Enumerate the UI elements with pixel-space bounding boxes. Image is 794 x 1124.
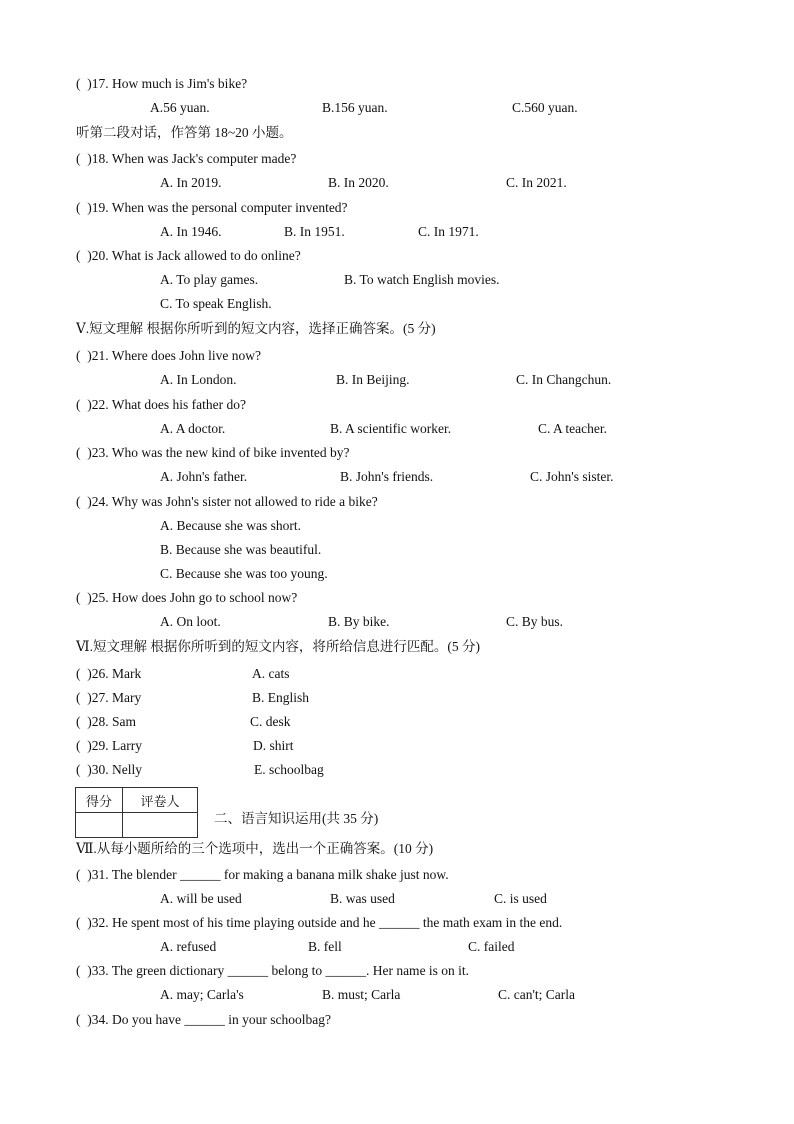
option-19a: A. In 1946. (160, 224, 222, 239)
score-label: 得分 (76, 788, 123, 813)
question-25: ( )25. How does John go to school now? (76, 590, 298, 605)
question-34: ( )34. Do you have ______ in your schoolbag? (76, 1012, 331, 1027)
section-6-heading: Ⅵ.短文理解 根据你所听到的短文内容，将所给信息进行匹配。(5 分) (76, 639, 480, 654)
matching-item-30: ( )30. Nelly (76, 762, 142, 777)
question-21: ( )21. Where does John live now? (76, 348, 261, 363)
option-20b: B. To watch English movies. (344, 272, 500, 287)
question-32: ( )32. He spent most of his time playing outside and he ______ the math exam in the end. (76, 915, 563, 930)
grader-cell[interactable] (123, 813, 198, 838)
option-17b: B.156 yuan. (322, 100, 388, 115)
option-31b: B. was used (330, 891, 395, 906)
option-25a: A. On loot. (160, 614, 221, 629)
option-21c: C. In Changchun. (516, 372, 612, 387)
question-17: ( )17. How much is Jim's bike? (76, 76, 248, 91)
option-32b: B. fell (308, 939, 342, 954)
question-20: ( )20. What is Jack allowed to do online? (76, 248, 301, 263)
option-31a: A. will be used (160, 891, 242, 906)
question-33: ( )33. The green dictionary ______ belong to ______. Her name is on it. (76, 963, 470, 978)
matching-item-26: ( )26. Mark (76, 666, 142, 681)
option-33a: A. may; Carla's (160, 987, 244, 1002)
option-23a: A. John's father. (160, 469, 248, 484)
option-22c: C. A teacher. (538, 421, 607, 436)
option-33b: B. must; Carla (322, 987, 401, 1002)
section-7-heading: Ⅶ.从每小题所给的三个选项中，选出一个正确答案。(10 分) (76, 841, 434, 856)
question-23: ( )23. Who was the new kind of bike invented by? (76, 445, 350, 460)
option-20c: C. To speak English. (160, 296, 272, 311)
option-23c: C. John's sister. (530, 469, 614, 484)
option-22a: A. A doctor. (160, 421, 226, 436)
matching-item-28: ( )28. Sam (76, 714, 137, 729)
matching-option-e: E. schoolbag (254, 762, 324, 777)
score-box (75, 787, 198, 838)
question-18: ( )18. When was Jack's computer made? (76, 151, 297, 166)
matching-item-27: ( )27. Mary (76, 690, 142, 705)
option-25c: C. By bus. (506, 614, 564, 629)
matching-option-a: A. cats (252, 666, 290, 681)
question-31: ( )31. The blender ______ for making a banana milk shake just now. (76, 867, 449, 882)
option-24b: B. Because she was beautiful. (160, 542, 322, 557)
score-cell[interactable] (76, 813, 123, 838)
option-18c: C. In 2021. (506, 175, 567, 190)
section-5-heading: Ⅴ.短文理解 根据你所听到的短文内容，选择正确答案。(5 分) (76, 321, 436, 336)
option-32a: A. refused (160, 939, 217, 954)
matching-option-c: C. desk (250, 714, 291, 729)
question-24: ( )24. Why was John's sister not allowed to ride a bike? (76, 494, 378, 509)
option-19c: C. In 1971. (418, 224, 479, 239)
question-22: ( )22. What does his father do? (76, 397, 246, 412)
question-19: ( )19. When was the personal computer invented? (76, 200, 348, 215)
option-20a: A. To play games. (160, 272, 259, 287)
option-18a: A. In 2019. (160, 175, 222, 190)
option-33c: C. can't; Carla (498, 987, 576, 1002)
option-24a: A. Because she was short. (160, 518, 301, 533)
option-23b: B. John's friends. (340, 469, 434, 484)
option-24c: C. Because she was too young. (160, 566, 328, 581)
grader-label: 评卷人 (123, 788, 198, 813)
option-32c: C. failed (468, 939, 515, 954)
option-22b: B. A scientific worker. (330, 421, 452, 436)
option-18b: B. In 2020. (328, 175, 389, 190)
option-17c: C.560 yuan. (512, 100, 578, 115)
dialogue-2-instruction: 听第二段对话，作答第 18~20 小题。 (76, 125, 293, 140)
option-21a: A. In London. (160, 372, 237, 387)
matching-option-b: B. English (252, 690, 310, 705)
option-17a: A.56 yuan. (150, 100, 210, 115)
option-31c: C. is used (494, 891, 547, 906)
option-25b: B. By bike. (328, 614, 390, 629)
matching-option-d: D. shirt (253, 738, 294, 753)
option-21b: B. In Beijing. (336, 372, 410, 387)
part-2-heading: 二、语言知识运用(共 35 分) (214, 811, 379, 826)
matching-item-29: ( )29. Larry (76, 738, 142, 753)
option-19b: B. In 1951. (284, 224, 345, 239)
